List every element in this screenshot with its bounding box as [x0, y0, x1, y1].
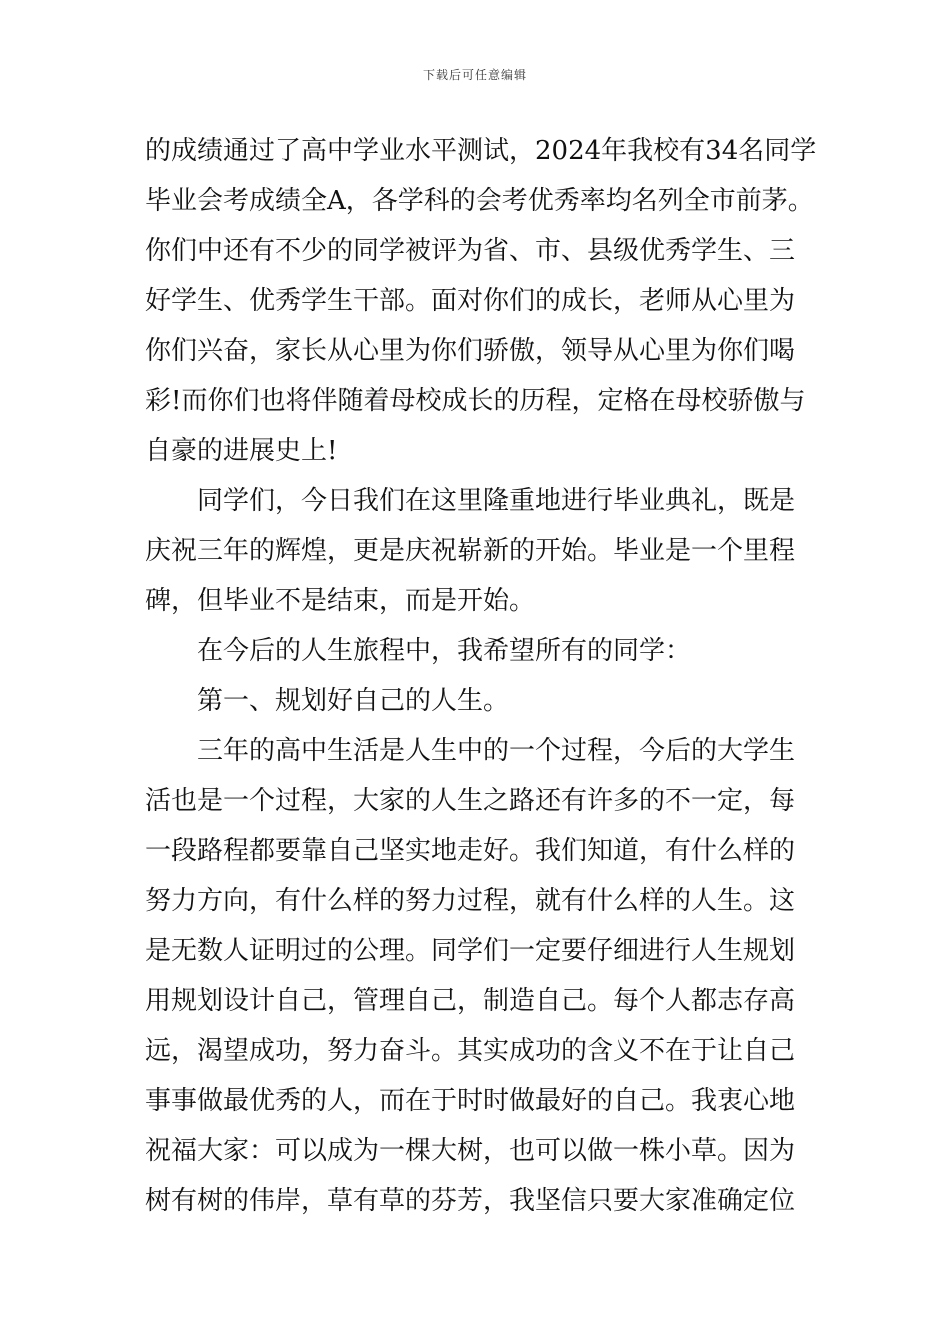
text-line: 事事做最优秀的人，而在于时时做最好的自己。我衷心地: [145, 1086, 796, 1116]
text-line: 用规划设计自己，管理自己，制造自己。每个人都志存高: [145, 986, 796, 1016]
text-line: 树有树的伟岸，草有草的芬芳，我坚信只要大家准确定位: [145, 1186, 796, 1216]
text-line: 彩!而你们也将伴随着母校成长的历程，定格在母校骄傲与: [145, 386, 806, 416]
paragraph-start-line: 在今后的人生旅程中，我希望所有的同学：: [197, 636, 692, 666]
text-line: 自豪的进展史上!: [145, 436, 338, 466]
header-note: 下载后可任意编辑: [422, 68, 527, 82]
text-line: 远，渴望成功，努力奋斗。其实成功的含义不在于让自己: [145, 1036, 796, 1066]
text-line: 碑，但毕业不是结束，而是开始。: [145, 586, 536, 616]
text-line: 的成绩通过了高中学业水平测试，2024年我校有34名同学: [145, 136, 817, 166]
text-line: 祝福大家：可以成为一棵大树，也可以做一株小草。因为: [145, 1136, 796, 1166]
text-line: 好学生、优秀学生干部。面对你们的成长，老师从心里为: [145, 286, 796, 316]
text-line: 一段路程都要靠自己坚实地走好。我们知道，有什么样的: [145, 836, 796, 866]
section-heading-line: 第一、规划好自己的人生。: [197, 686, 510, 716]
text-line: 努力方向，有什么样的努力过程，就有什么样的人生。这: [145, 886, 796, 916]
paragraph-start-line: 三年的高中生活是人生中的一个过程，今后的大学生: [197, 736, 796, 766]
text-line: 你们中还有不少的同学被评为省、市、县级优秀学生、三: [145, 236, 796, 266]
paragraph-start-line: 同学们，今日我们在这里隆重地进行毕业典礼，既是: [197, 486, 796, 516]
text-line: 是无数人证明过的公理。同学们一定要仔细进行人生规划: [145, 936, 796, 966]
text-line: 庆祝三年的辉煌，更是庆祝崭新的开始。毕业是一个里程: [145, 536, 796, 566]
text-line: 毕业会考成绩全A，各学科的会考优秀率均名列全市前茅。: [145, 186, 814, 216]
body-text: [145, 126, 815, 1226]
text-line: 活也是一个过程，大家的人生之路还有许多的不一定，每: [145, 786, 796, 816]
text-line: 你们兴奋，家长从心里为你们骄傲，领导从心里为你们喝: [145, 336, 796, 366]
